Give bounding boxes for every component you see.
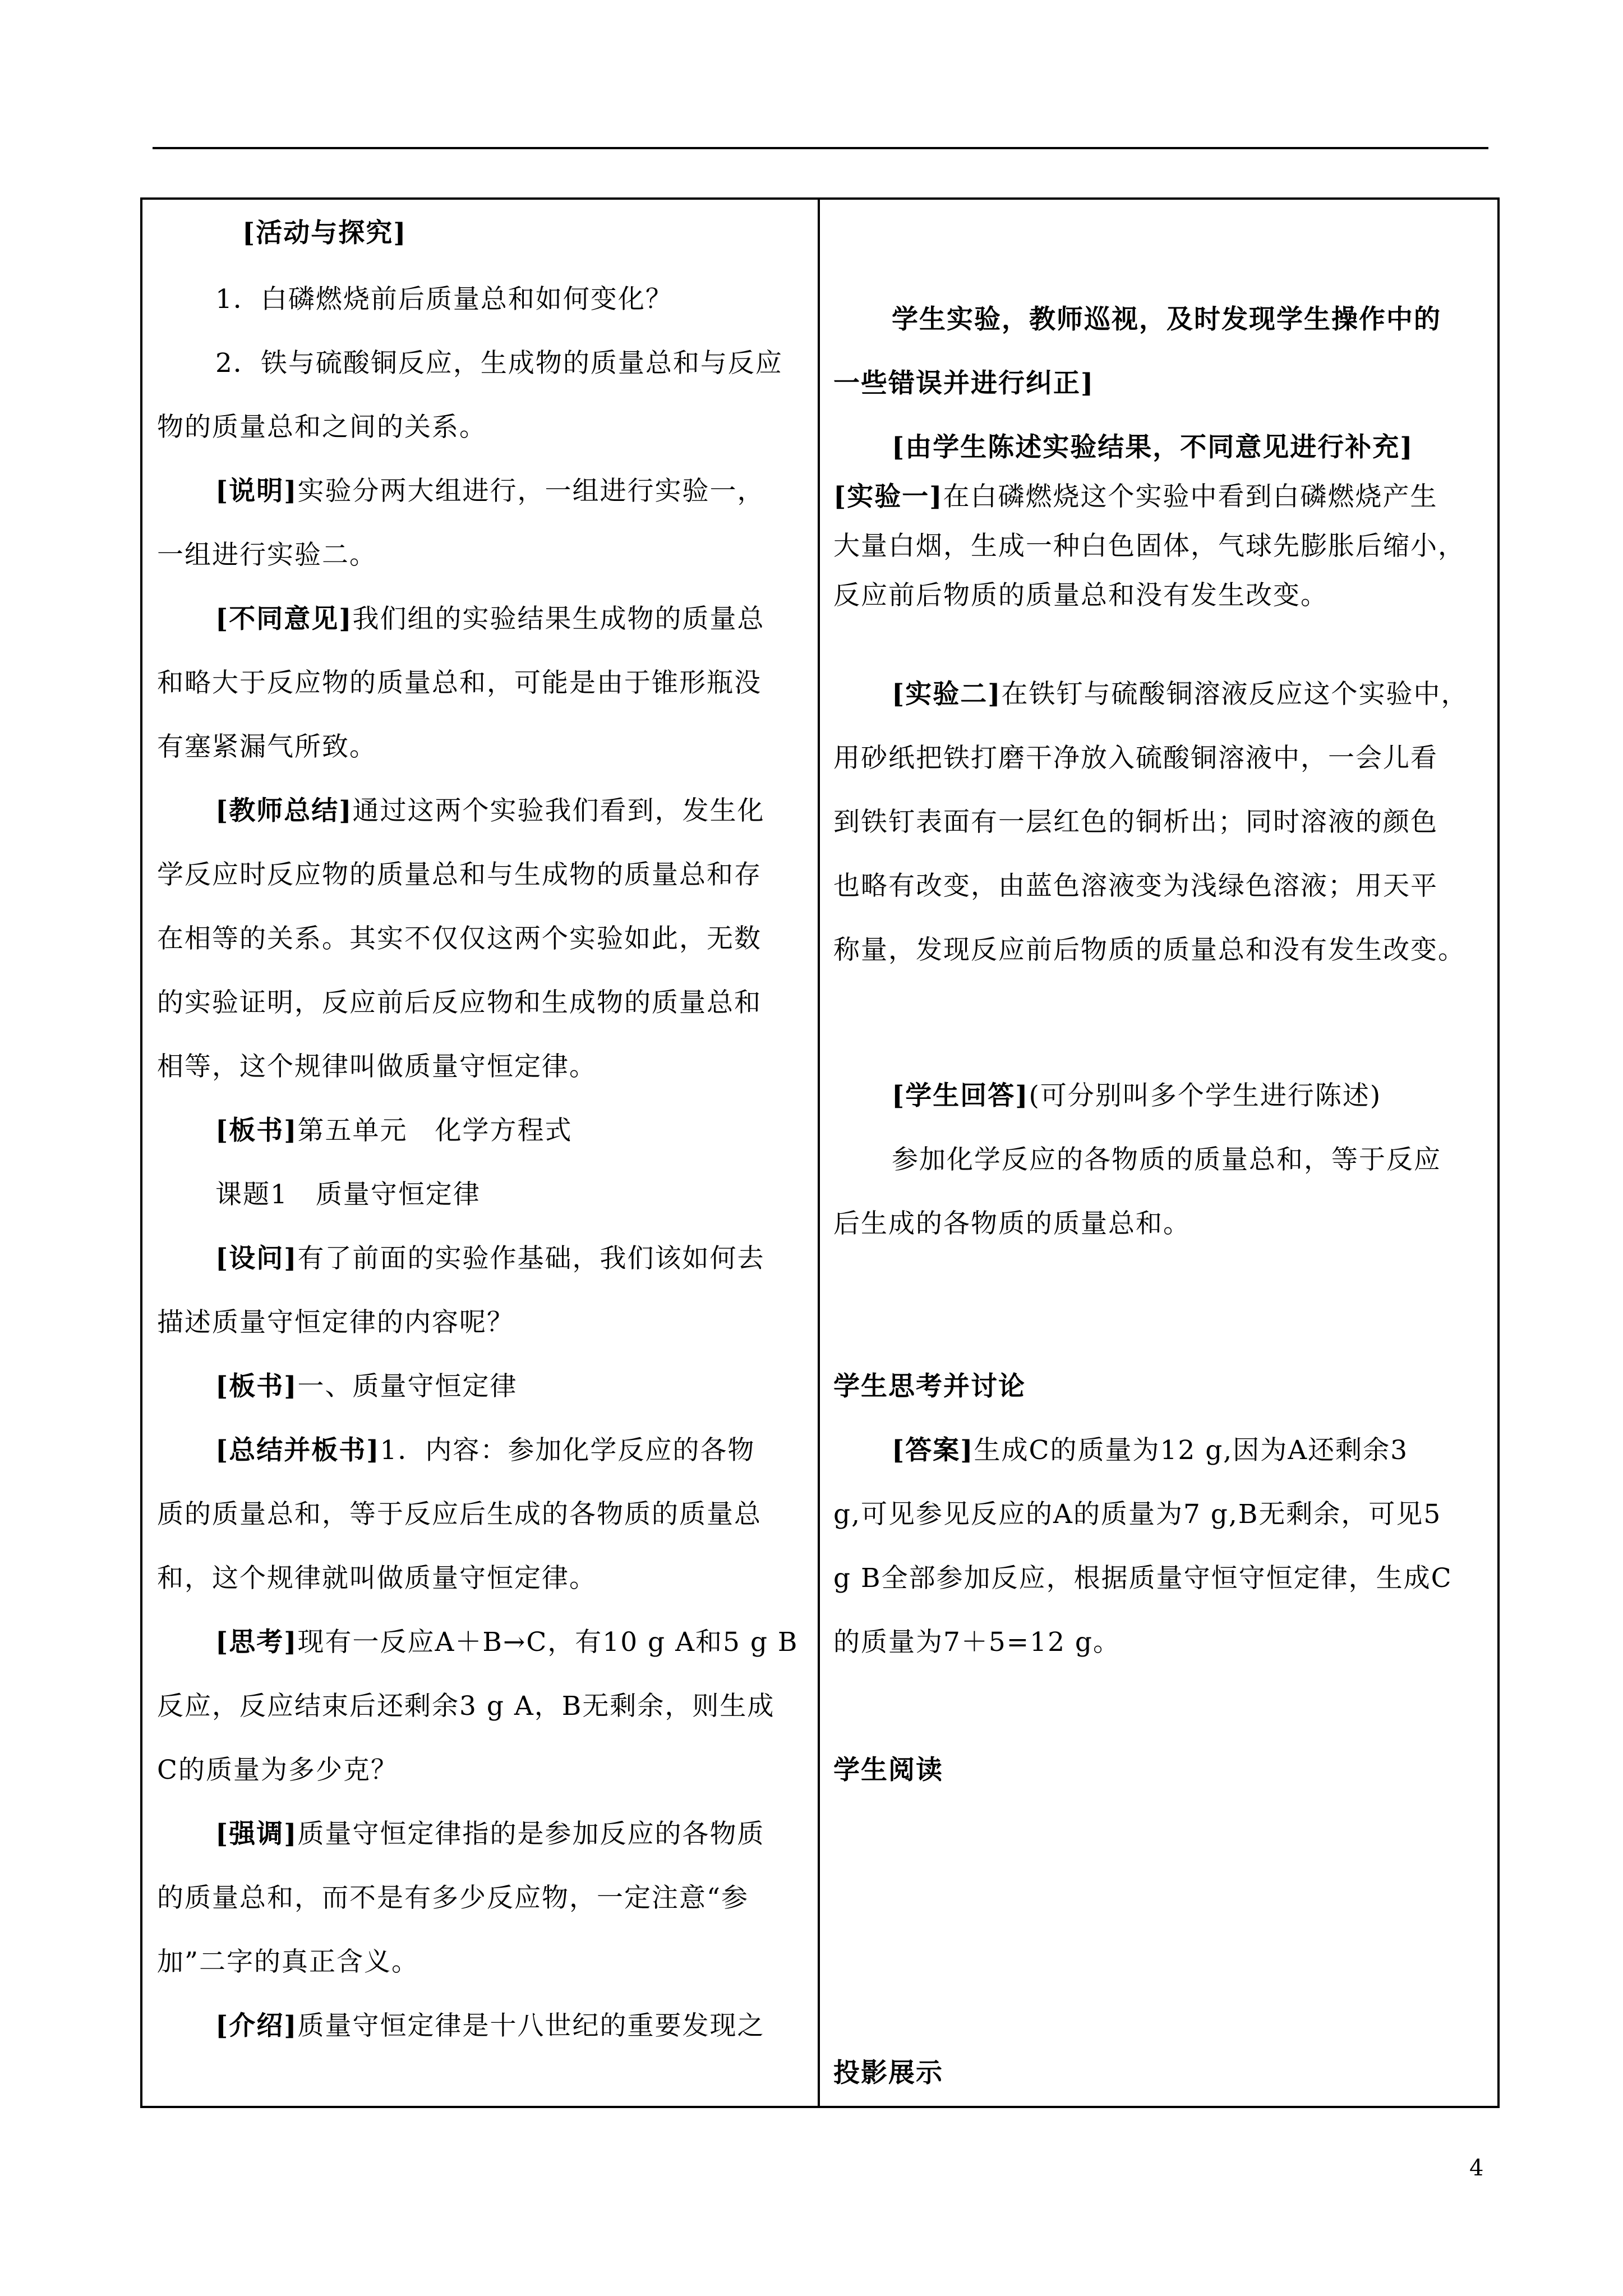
text-line: [833, 806, 1438, 839]
line-text: 投影展示: [833, 2058, 943, 2088]
line-text: 的质量总和，而不是有多少反应物，一定注意“参: [157, 1883, 749, 1913]
line-text: 反应，反应结束后还剩余3 g A，B无剩余，则生成: [157, 1691, 775, 1722]
text-line: [157, 411, 487, 444]
text-line: [833, 303, 1441, 337]
line-text: 加”二字的真正含义。: [157, 1947, 419, 1977]
text-line: [157, 1626, 798, 1659]
text-line: [157, 1945, 419, 1979]
line-text: 学生阅读: [833, 1755, 943, 1786]
section-tag: [实验一]: [833, 481, 943, 512]
text-line: [157, 922, 762, 956]
text-line: [157, 1050, 597, 1084]
line-text: g,可见参见反应的A的质量为7 g,B无剩余，可见5: [833, 1499, 1442, 1530]
section-tag: [板书]: [215, 1371, 298, 1402]
text-line: [157, 217, 407, 250]
line-text: 用砂纸把铁打磨干净放入硫酸铜溶液中，一会儿看: [833, 743, 1438, 774]
text-line: [157, 1242, 764, 1276]
student-activity-column: [820, 200, 1500, 2106]
line-text: g B全部参加反应，根据质量守恒守恒定律，生成C: [833, 1563, 1453, 1594]
text-line: [833, 1562, 1453, 1595]
section-tag: [总结并板书]: [215, 1435, 380, 1466]
line-text: 描述质量守恒定律的内容呢？: [157, 1307, 514, 1338]
text-line: [833, 1498, 1441, 1531]
line-text: 也略有改变，由蓝色溶液变为浅绿色溶液；用天平: [833, 871, 1438, 901]
text-line: [157, 1178, 481, 1212]
text-line: [157, 1754, 398, 1787]
text-line: [157, 858, 762, 892]
text-line: [833, 367, 1094, 401]
line-text: 质量守恒定律是十八世纪的重要发现之: [297, 2010, 765, 2041]
section-tag: [思考]: [215, 1627, 298, 1658]
line-text: 学反应时反应物的质量总和与生成物的质量总和存: [157, 859, 762, 890]
line-text: 称量，发现反应前后物质的质量总和没有发生改变。: [833, 935, 1465, 965]
section-tag: [说明]: [215, 476, 298, 507]
line-text: 后生成的各物质的质量总和。: [833, 1208, 1191, 1239]
line-text: C的质量为多少克？: [157, 1755, 398, 1786]
text-line: [833, 933, 1465, 967]
line-text: 2．铁与硫酸铜反应，生成物的质量总和与反应: [215, 348, 783, 379]
line-text: 到铁钉表面有一层红色的铜析出；同时溶液的颜色: [833, 807, 1438, 838]
text-line: [157, 1498, 762, 1531]
line-text: 大量白烟，生成一种白色固体，气球先膨胀后缩小，: [833, 531, 1465, 562]
line-text: 一组进行实验二。: [157, 540, 377, 570]
section-tag: [强调]: [215, 1819, 298, 1849]
line-text: 1．白磷燃烧前后质量总和如何变化？: [215, 284, 673, 315]
text-line: [157, 1818, 764, 1851]
text-line: [157, 1370, 517, 1404]
line-text: 实验分两大组进行，一组进行实验一，: [297, 476, 765, 507]
section-tag: [不同意见]: [215, 604, 353, 634]
text-line: [833, 431, 1413, 464]
line-text: 通过这两个实验我们看到，发生化: [352, 795, 765, 826]
line-text: 和，这个规律就叫做质量守恒定律。: [157, 1563, 597, 1594]
text-line: [833, 1754, 943, 1787]
line-text: 物的质量总和之间的关系。: [157, 412, 487, 443]
text-line: [157, 602, 764, 636]
section-tag: [介绍]: [215, 2010, 298, 2041]
text-line: [833, 1079, 1381, 1113]
text-line: [157, 666, 762, 700]
line-text: 现有一反应A＋B→C，有10 g A和5 g B: [297, 1627, 799, 1658]
line-text: (可分别叫多个学生进行陈述): [1029, 1080, 1382, 1111]
text-line: [157, 475, 764, 508]
text-line: [157, 539, 377, 572]
text-line: [833, 2056, 943, 2090]
text-line: [833, 1626, 1121, 1659]
line-text: 在相等的关系。其实不仅仅这两个实验如此，无数: [157, 923, 762, 954]
line-text: 参加化学反应的各物质的质量总和，等于反应: [892, 1144, 1441, 1175]
line-text: 质的质量总和，等于反应后生成的各物质的质量总: [157, 1499, 762, 1530]
text-line: [833, 579, 1328, 613]
text-line: [157, 1306, 514, 1340]
line-text: 在白磷燃烧这个实验中看到白磷燃烧产生: [943, 481, 1438, 512]
text-line: [833, 678, 1468, 711]
line-text: 生成C的质量为12 g,因为A还剩余3: [974, 1435, 1409, 1466]
line-text: 质量守恒定律指的是参加反应的各物质: [297, 1819, 765, 1849]
text-line: [833, 1207, 1191, 1241]
text-line: [157, 283, 673, 316]
line-text: 在铁钉与硫酸铜溶液反应这个实验中，: [1001, 679, 1469, 710]
section-tag: [学生回答]: [892, 1080, 1029, 1111]
line-text: [由学生陈述实验结果，不同意见进行补充]: [892, 432, 1414, 463]
line-text: 我们组的实验结果生成物的质量总: [352, 604, 765, 634]
section-tag: [活动与探究]: [242, 218, 407, 249]
text-line: [833, 869, 1438, 903]
text-line: [157, 730, 377, 764]
line-text: 一些错误并进行纠正]: [833, 368, 1095, 399]
text-line: [157, 1690, 774, 1723]
line-text: 和略大于反应物的质量总和，可能是由于锥形瓶没: [157, 668, 762, 698]
line-text: 反应前后物质的质量总和没有发生改变。: [833, 580, 1328, 611]
text-line: [833, 530, 1465, 563]
text-line: [157, 347, 783, 380]
line-text: 1．内容：参加化学反应的各物: [380, 1435, 755, 1466]
text-line: [157, 1114, 572, 1148]
text-line: [157, 1434, 755, 1467]
text-line: [833, 1370, 1026, 1404]
line-text: 相等，这个规律叫做质量守恒定律。: [157, 1051, 597, 1082]
section-tag: [实验二]: [892, 679, 1002, 710]
section-tag: [教师总结]: [215, 795, 353, 826]
line-text: 一、质量守恒定律: [297, 1371, 518, 1402]
text-line: [157, 2009, 764, 2043]
text-line: [157, 986, 762, 1020]
lesson-table: [140, 197, 1500, 2108]
line-text: 学生实验，教师巡视，及时发现学生操作中的: [892, 304, 1441, 335]
line-text: 有了前面的实验作基础，我们该如何去: [297, 1243, 765, 1274]
section-tag: [板书]: [215, 1115, 298, 1146]
line-text: 的质量为7＋5=12 g。: [833, 1627, 1121, 1658]
line-text: 课题1 质量守恒定律: [215, 1179, 481, 1210]
text-line: [833, 1434, 1408, 1467]
line-text: 的实验证明，反应前后反应物和生成物的质量总和: [157, 987, 762, 1018]
page-number: 4: [1469, 2155, 1484, 2181]
text-line: [157, 1562, 597, 1595]
text-line: [157, 794, 764, 828]
teacher-activity-column: [142, 200, 818, 2106]
line-text: 第五单元 化学方程式: [297, 1115, 573, 1146]
header-rule: [153, 147, 1488, 149]
text-line: [833, 742, 1438, 775]
line-text: 有塞紧漏气所致。: [157, 731, 377, 762]
text-line: [157, 1881, 749, 1915]
line-text: 学生思考并讨论: [833, 1371, 1026, 1402]
section-tag: [答案]: [892, 1435, 974, 1466]
section-tag: [设问]: [215, 1243, 298, 1274]
text-line: [833, 480, 1437, 514]
text-line: [833, 1143, 1441, 1177]
